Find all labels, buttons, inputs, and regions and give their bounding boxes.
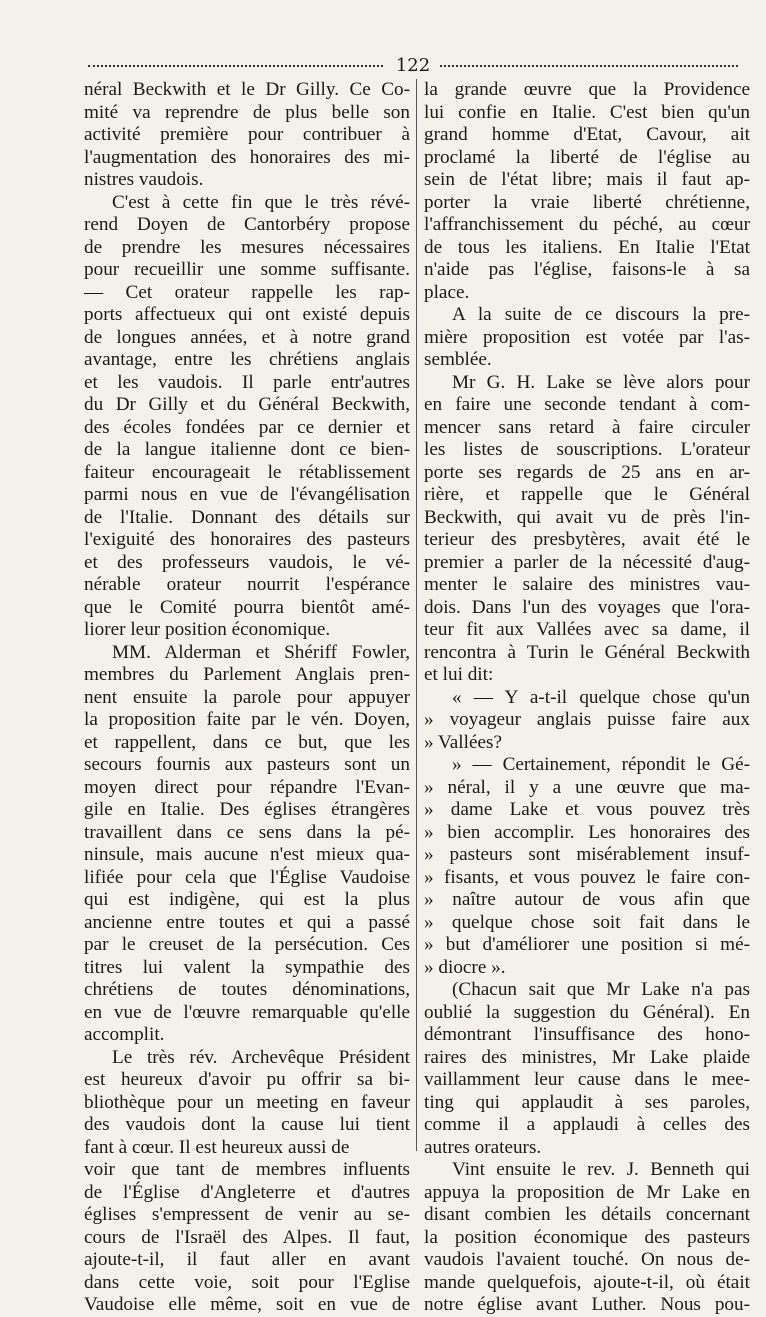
text-line: de la langue italienne dont ce bien- <box>84 439 410 460</box>
text-line: Vint ensuite le rev. J. Benneth qui <box>452 1159 750 1180</box>
text-line: l'exiguité des honoraires des pasteurs <box>84 529 410 550</box>
page-number: 122 <box>395 55 431 76</box>
text-line: (Chacun sait que Mr Lake n'a pas <box>452 979 750 1000</box>
text-line: disant combien les détails concernant <box>424 1204 750 1225</box>
text-line: et les vaudois. Il parle entr'autres <box>84 371 410 393</box>
text-line: ting qui applaudit à ses paroles, <box>424 1091 750 1113</box>
text-line: » pasteurs sont misérablement insuf- <box>424 844 750 865</box>
text-line: ports affectueux qui ont existé depuis <box>84 304 410 325</box>
text-line: n'aide pas l'église, faisons-le à sa <box>424 259 750 280</box>
text-line: » Vallées? <box>424 731 502 753</box>
text-line: titres lui valent la sympathie des <box>84 956 410 978</box>
text-line: lifiée pour cela que l'Église Vaudoise <box>84 866 410 888</box>
text-line: fant à cœur. Il est heureux aussi de <box>84 1136 350 1158</box>
text-line: place. <box>424 281 470 303</box>
text-line: avantage, entre les chrétiens anglais <box>84 349 410 370</box>
text-line: en faire une seconde tendant à com- <box>424 394 750 415</box>
text-line: qui est indigène, qui est la plus <box>84 889 410 910</box>
text-line: chrétiens de toutes dénominations, <box>84 979 410 1000</box>
text-line: des vaudois dont la cause lui tient <box>84 1114 410 1135</box>
header-rule-left <box>88 65 383 67</box>
text-line: porte ses regards de 25 ans en ar- <box>424 461 750 483</box>
text-line: grand homme d'Etat, Cavour, ait <box>424 124 750 145</box>
left-column <box>84 79 410 1317</box>
text-line: » fisants, et vous pouvez le faire con- <box>424 866 750 888</box>
text-line: en vue de l'œuvre remarquable qu'elle <box>84 1001 410 1023</box>
text-line: ajoute-t-il, il faut aller en avant <box>84 1249 410 1270</box>
text-line: appuya la proposition de Mr Lake en <box>424 1181 750 1203</box>
text-line: accomplit. <box>84 1024 165 1045</box>
text-line: moyen direct pour répandre l'Evan- <box>84 776 410 798</box>
text-line: démontrant l'insuffisance des hono- <box>424 1024 750 1045</box>
text-line: rencontra à Turin le Général Beckwith <box>424 641 750 663</box>
text-line: nistres vaudois. <box>84 169 204 190</box>
text-line: dans cette voie, soit pour l'Eglise <box>84 1271 410 1293</box>
text-line: les listes de souscriptions. L'orateur <box>424 439 750 460</box>
text-line: liorer leur position économique. <box>84 619 331 640</box>
text-line: de l'Italie. Donnant des détails sur <box>84 506 410 528</box>
text-line: gile en Italie. Des églises étrangères <box>84 799 410 820</box>
text-line: » bien accomplir. Les honoraires des <box>424 821 750 843</box>
text-line: la position économique des pasteurs <box>424 1226 750 1248</box>
text-line: églises s'empressent de venir au se- <box>84 1204 410 1225</box>
text-line: sein de l'état libre; mais il faut ap- <box>424 169 750 190</box>
text-line: dois. Dans l'un des voyages que l'ora- <box>424 596 750 618</box>
text-line: mande quelquefois, ajoute-t-il, où était <box>424 1271 750 1293</box>
text-line: de prendre les mesures nécessaires <box>84 236 410 258</box>
text-line: » néral, il y a une œuvre que ma- <box>424 776 750 798</box>
text-line: du Dr Gilly et du Général Beckwith, <box>84 394 410 415</box>
header-rule-right <box>440 65 738 67</box>
text-line: ancienne entre toutes et qui a passé <box>84 911 410 933</box>
text-line: vaillamment leur cause dans le mee- <box>424 1069 750 1090</box>
text-line: l'affranchissement du péché, au cœur <box>424 214 750 235</box>
text-line: » naître autour de vous afin que <box>424 889 750 910</box>
text-line: des écoles fondées par ce dernier et <box>84 416 410 438</box>
text-line: » — Certainement, répondit le Gé- <box>452 754 750 775</box>
text-line: mière proposition est votée par l'as- <box>424 326 750 348</box>
text-line: et lui dit: <box>424 664 494 685</box>
text-line: oublié la suggestion du Général). En <box>424 1001 750 1023</box>
text-line: autres orateurs. <box>424 1136 542 1158</box>
text-line: » voyageur anglais puisse faire aux <box>424 709 750 730</box>
text-line: nent ensuite la parole pour appuyer <box>84 686 410 708</box>
text-line: Mr G. H. Lake se lève alors pour <box>452 371 750 393</box>
text-line: cours de l'Israël des Alpes. Il faut, <box>84 1226 410 1248</box>
text-line: la proposition faite par le vén. Doyen, <box>84 709 410 730</box>
text-line: de l'Église d'Angleterre et d'autres <box>84 1181 410 1203</box>
text-line: MM. Alderman et Shériff Fowler, <box>112 641 410 663</box>
text-line: » diocre ». <box>424 956 506 978</box>
text-line: » quelque chose soit fait dans le <box>424 911 750 933</box>
text-line: vaudois l'avaient touché. On nous de- <box>424 1249 750 1270</box>
text-line: pour recueillir une somme suffisante. <box>84 259 410 280</box>
text-line: et rappellent, dans ce but, que les <box>84 731 410 753</box>
text-line: bliothèque pour un meeting en faveur <box>84 1091 410 1113</box>
text-line: de longues années, et à notre grand <box>84 326 410 348</box>
text-line: ninsule, mais aucune n'est mieux qua- <box>84 844 410 865</box>
text-line: premier a parler de la nécessité d'aug- <box>424 551 750 573</box>
text-line: proclamé la liberté de l'église au <box>424 146 750 168</box>
text-line: et des professeurs vaudois, le vé- <box>84 551 410 573</box>
text-line: lui confie en Italie. C'est bien qu'un <box>424 101 750 123</box>
column-divider <box>416 79 417 1151</box>
text-line: » dame Lake et vous pouvez très <box>424 799 750 820</box>
text-line: l'augmentation des honoraires des mi- <box>84 146 410 168</box>
text-line: néral Beckwith et le Dr Gilly. Ce Co- <box>84 79 410 100</box>
text-line: activité première pour contribuer à <box>84 124 410 145</box>
text-line: Beckwith, qui avait vu de près l'in- <box>424 506 750 528</box>
text-line: menter le salaire des ministres vau- <box>424 574 750 595</box>
text-line: membres du Parlement Anglais pren- <box>84 664 410 685</box>
text-line: mité va reprendre de plus belle son <box>84 101 410 123</box>
text-line: — Cet orateur rappelle les rap- <box>84 281 410 303</box>
text-line: que le Comité pourra bientôt amé- <box>84 596 410 618</box>
text-line: A la suite de ce discours la pre- <box>452 304 750 325</box>
text-line: Le très rév. Archevêque Président <box>112 1046 410 1068</box>
text-line: secours fournis aux pasteurs sont un <box>84 754 410 775</box>
text-line: nérable orateur nourrit l'espérance <box>84 574 410 595</box>
text-line: notre église avant Luther. Nous pou- <box>424 1294 750 1315</box>
right-column <box>424 79 750 1317</box>
text-line: porter la vraie liberté chrétienne, <box>424 191 750 213</box>
text-line: « — Y a-t-il quelque chose qu'un <box>452 686 750 708</box>
text-line: Vaudoise elle même, soit en vue de <box>84 1294 410 1315</box>
text-line: la grande œuvre que la Providence <box>424 79 750 100</box>
text-line: mencer sans retard à faire circuler <box>424 416 750 438</box>
text-line: voir que tant de membres influents <box>84 1159 410 1180</box>
text-line: travaillent dans ce sens dans la pé- <box>84 821 410 843</box>
text-line: » but d'améliorer une position si mé- <box>424 934 750 955</box>
text-line: terieur des presbytères, avait été le <box>424 529 750 550</box>
text-line: comme il a applaudi à celles des <box>424 1114 750 1135</box>
text-line: est heureux d'avoir pu offrir sa bi- <box>84 1069 410 1090</box>
text-line: rend Doyen de Cantorbéry propose <box>84 214 410 235</box>
text-line: parmi nous en vue de l'évangélisation <box>84 484 410 505</box>
text-line: faiteur encourageait le rétablissement <box>84 461 410 483</box>
text-line: raires des ministres, Mr Lake plaide <box>424 1046 750 1068</box>
text-line: C'est à cette fin que le très révé- <box>112 191 410 213</box>
text-line: semblée. <box>424 349 492 370</box>
text-line: de tous les italiens. En Italie l'Etat <box>424 236 750 258</box>
text-line: par le creuset de la persécution. Ces <box>84 934 410 955</box>
page-header <box>88 55 738 77</box>
text-line: teur fit aux Vallées avec sa dame, il <box>424 619 750 640</box>
text-line: rière, et rappelle que le Général <box>424 484 750 505</box>
